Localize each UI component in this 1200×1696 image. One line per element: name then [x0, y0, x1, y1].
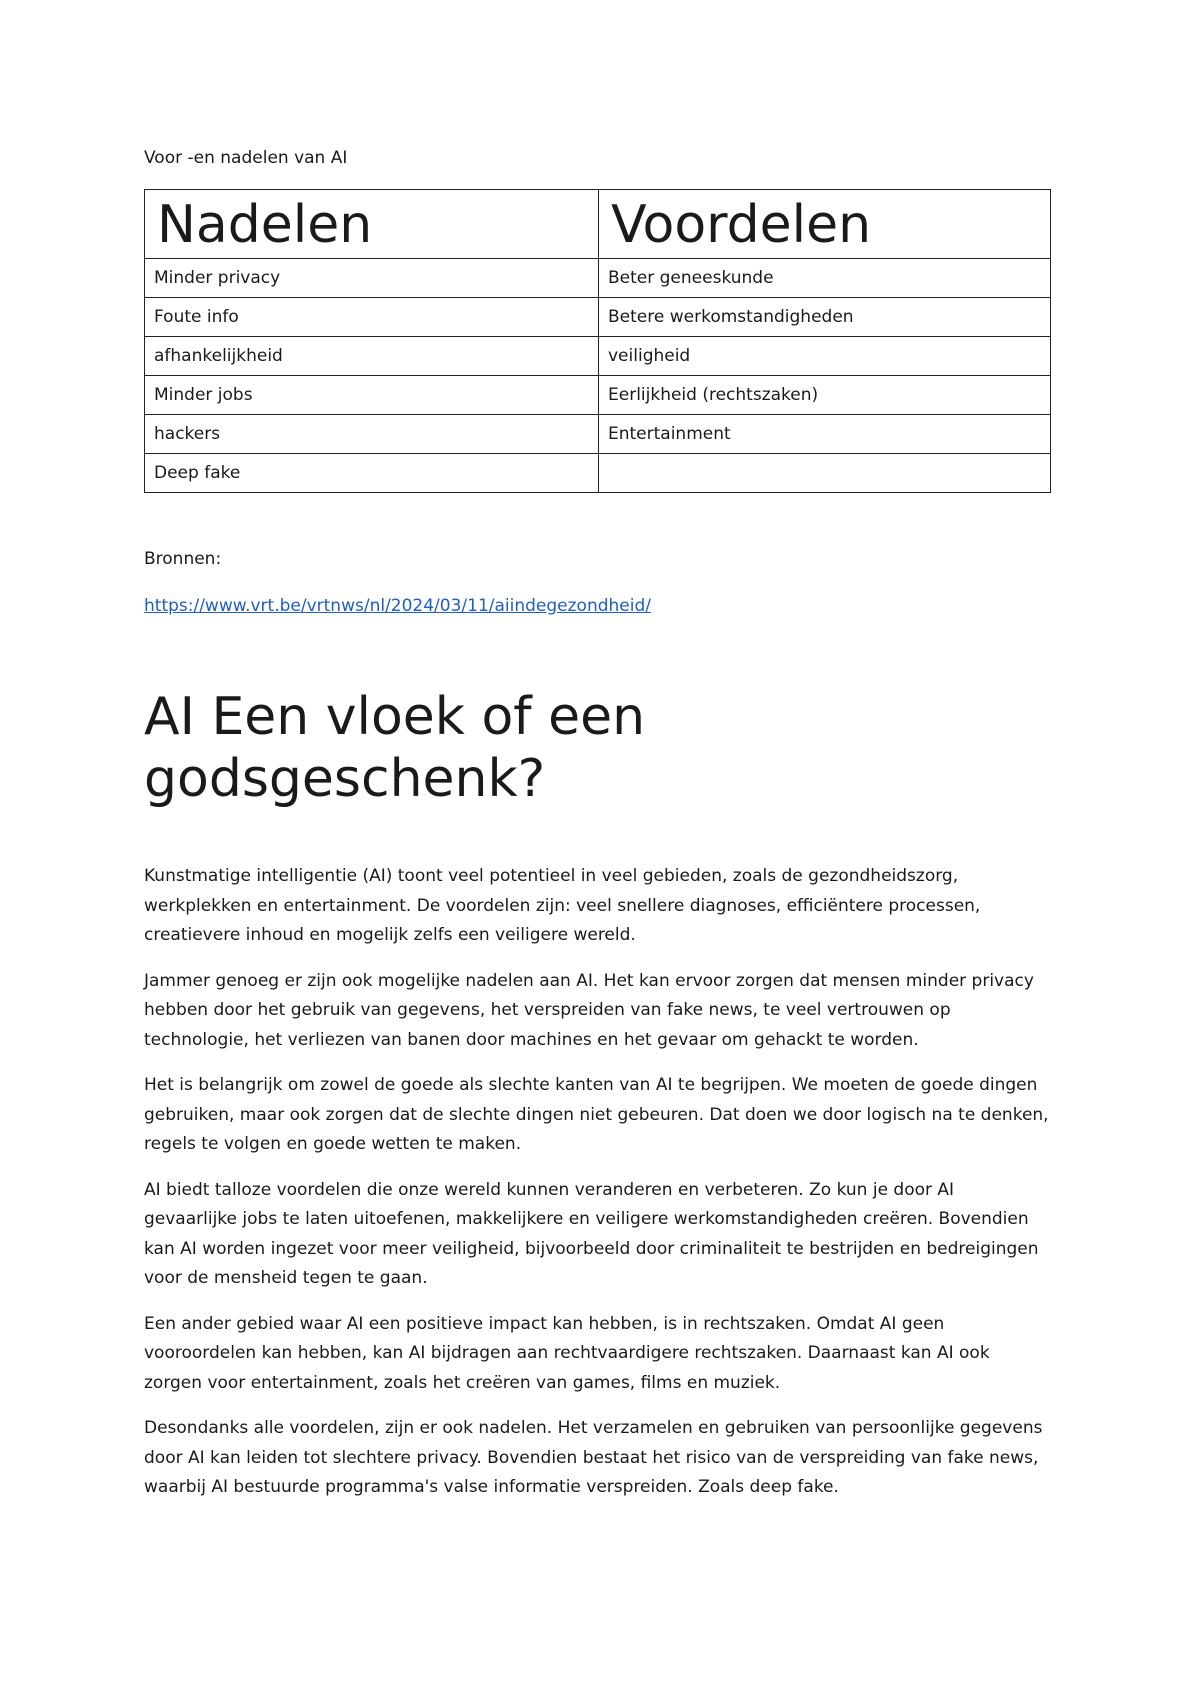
table-cell: Foute info: [145, 298, 599, 337]
table-cell: Eerlijkheid (rechtszaken): [599, 376, 1051, 415]
table-row: [145, 454, 1051, 493]
article-body: [144, 862, 1050, 1519]
paragraph: Kunstmatige intelligentie (AI) toont veel potentieel in veel gebieden, zoals de gezondheidszorg, werkplekken en entertainment. De voordelen zijn: veel snellere diagnoses, efficiëntere processen, creatievere inhoud en mogelijk zelfs een veiligere wereld.: [144, 866, 981, 945]
paragraph: Desondanks alle voordelen, zijn er ook nadelen. Het verzamelen en gebruiken van persoonlijke gegevens door AI kan leiden tot slechtere privacy. Bovendien bestaat het risico van de verspreiding van fake news, waarbij AI bestuurde programma's valse informatie verspreiden. Zoals deep fake.: [144, 1418, 1043, 1497]
source-link[interactable]: https://www.vrt.be/vrtnws/nl/2024/03/11/aiindegezondheid/: [144, 596, 652, 616]
paragraph: Het is belangrijk om zowel de goede als slechte kanten van AI te begrijpen. We moeten de goede dingen gebruiken, maar ook zorgen dat de slechte dingen niet gebeuren. Dat doen we door logisch na te denken, regels te volgen en goede wetten te maken.: [144, 1075, 1049, 1154]
table-cell: [599, 454, 1051, 493]
article-title: AI Een vloek of een godsgeschenk?: [144, 687, 646, 809]
paragraph: Een ander gebied waar AI een positieve impact kan hebben, is in rechtszaken. Omdat AI geen vooroordelen kan hebben, kan AI bijdragen aan rechtvaardigere rechtszaken. Daarnaast kan AI ook zorgen voor entertainment, zoals het creëren van games, films en muziek.: [144, 1313, 990, 1393]
paragraph: AI biedt talloze voordelen die onze wereld kunnen veranderen en verbeteren. Zo kun je door AI gevaarlijke jobs te laten uitoefenen, makkelijkere en veiligere werkomstandigheden creëren. Bovendien kan AI worden ingezet voor meer veiligheid, bijvoorbeeld door criminaliteit te bestrijden en bedreigingen voor de mensheid tegen te gaan.: [144, 1179, 1039, 1288]
table-cell: afhankelijkheid: [145, 337, 599, 376]
table-cell: Betere werkomstandigheden: [599, 298, 1051, 337]
document-subtitle: Voor -en nadelen van AI: [144, 148, 348, 168]
table-cell: hackers: [145, 415, 599, 454]
table-row: [145, 415, 1051, 454]
header-nadelen: Nadelen: [145, 190, 599, 259]
table-cell: Minder privacy: [145, 259, 599, 298]
pros-cons-table: [144, 189, 1051, 493]
table-cell: Entertainment: [599, 415, 1051, 454]
header-voordelen: Voordelen: [599, 190, 1051, 259]
table-cell: Minder jobs: [145, 376, 599, 415]
table-header-row: [145, 190, 1051, 259]
paragraph: Jammer genoeg er zijn ook mogelijke nadelen aan AI. Het kan ervoor zorgen dat mensen minder privacy hebben door het gebruik van gegevens, het verspreiden van fake news, te veel vertrouwen op technologie, het verliezen van banen door machines en het gevaar om gehackt te worden.: [144, 970, 1034, 1050]
table-cell: Deep fake: [145, 454, 599, 493]
table-cell: Beter geneeskunde: [599, 259, 1051, 298]
table-row: [145, 259, 1051, 298]
table-row: [145, 376, 1051, 415]
sources-label: Bronnen:: [144, 549, 222, 569]
table-row: [145, 337, 1051, 376]
table-row: [145, 298, 1051, 337]
table-cell: veiligheid: [599, 337, 1051, 376]
